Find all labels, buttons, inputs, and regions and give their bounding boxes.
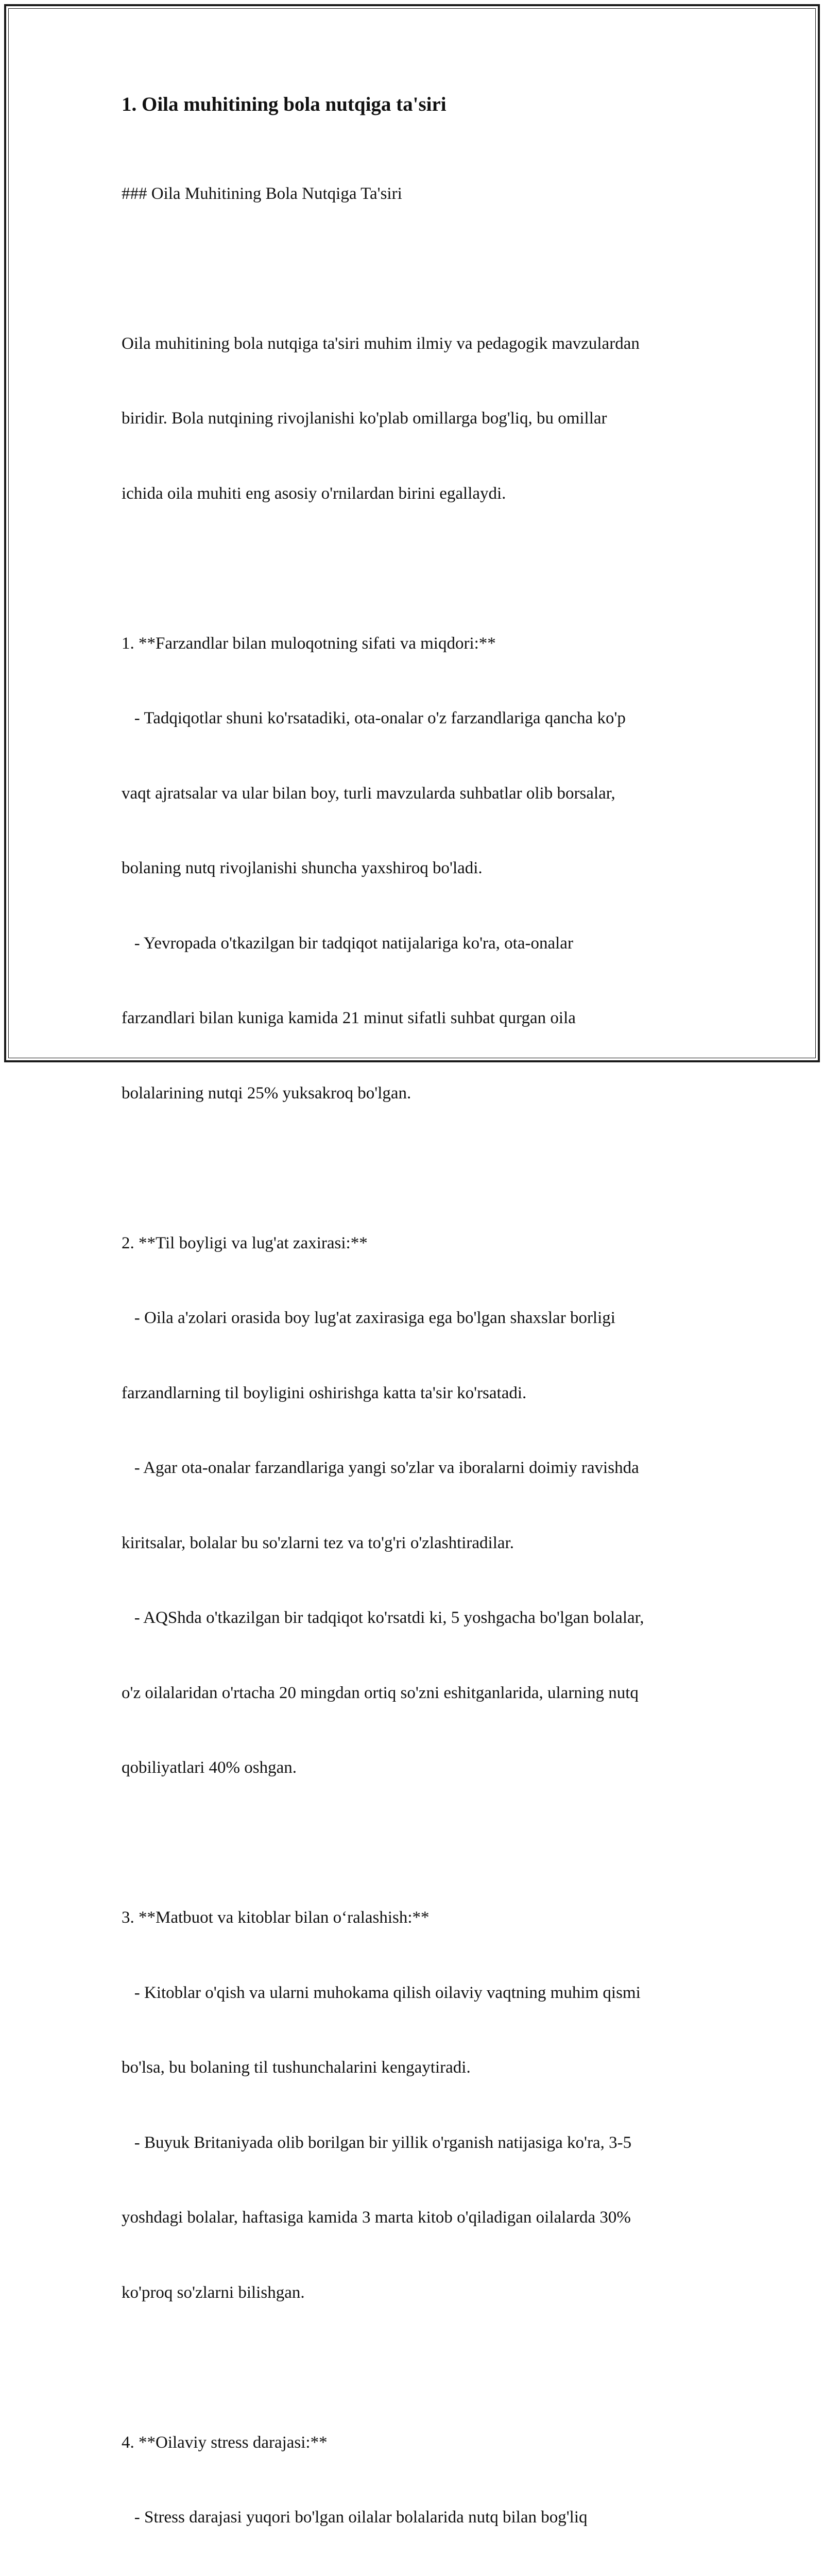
- text-line: bo'lsa, bu bolaning til tushunchalarini kengaytiradi.: [122, 2058, 471, 2077]
- page-title: 1. Oila muhitining bola nutqiga ta'siri: [122, 93, 447, 115]
- text-line: 1. **Farzandlar bilan muloqotning sifati va miqdori:**: [122, 634, 496, 653]
- document-body: [122, 131, 719, 2576]
- text-line: yoshdagi bolalar, haftasiga kamida 3 marta kitob o'qiladigan oilalarda 30%: [122, 2208, 631, 2227]
- text-line: - Oila a'zolari orasida boy lug'at zaxirasiga ega bo'lgan shaxslar borligi: [122, 1309, 615, 1328]
- text-line: [122, 1831, 719, 1856]
- text-line: farzandlarning til boyligini oshirishga katta ta'sir ko'rsatadi.: [122, 1383, 527, 1402]
- text-line: ### Oila Muhitining Bola Nutqiga Ta'siri: [122, 184, 402, 203]
- text-line: Oila muhitining bola nutqiga ta'siri muhim ilmiy va pedagogik mavzulardan: [122, 334, 640, 353]
- text-line: 2. **Til boyligi va lug'at zaxirasi:**: [122, 1233, 368, 1252]
- text-line: - Kitoblar o'qish va ularni muhokama qilish oilaviy vaqtning muhim qismi: [122, 1983, 641, 2002]
- text-line: 4. **Oilaviy stress darajasi:**: [122, 2433, 328, 2452]
- text-line: [122, 2355, 719, 2380]
- text-line: qobiliyatlari 40% oshgan.: [122, 1758, 297, 1777]
- text-line: farzandlari bilan kuniga kamida 21 minut sifatli suhbat qurgan oila: [122, 1009, 576, 1028]
- text-line: - Agar ota-onalar farzandlariga yangi so'zlar va iboralarni doimiy ravishda: [122, 1459, 639, 1478]
- text-line: kiritsalar, bolalar bu so'zlarni tez va to'g'ri o'zlashtiradilar.: [122, 1533, 514, 1552]
- text-line: [122, 556, 719, 581]
- text-line: ichida oila muhiti eng asosiy o'rnilardan birini egallaydi.: [122, 484, 506, 503]
- text-line: biridir. Bola nutqining rivojlanishi ko'plab omillarga bog'liq, bu omillar: [122, 409, 607, 428]
- text-line: ko'proq so'zlarni bilishgan.: [122, 2283, 305, 2302]
- text-line: 3. **Matbuot va kitoblar bilan o‘ralashish:**: [122, 1908, 430, 1927]
- text-line: - AQShda o'tkazilgan bir tadqiqot ko'rsatdi ki, 5 yoshgacha bo'lgan bolalar,: [122, 1608, 644, 1628]
- text-line: - Buyuk Britaniyada olib borilgan bir yillik o'rganish natijasiga ko'ra, 3-5: [122, 2133, 632, 2152]
- text-line: o'z oilalaridan o'rtacha 20 mingdan ortiq so'zni eshitganlarida, ularning nutq: [122, 1683, 639, 1702]
- text-line: vaqt ajratsalar va ular bilan boy, turli mavzularda suhbatlar olib borsalar,: [122, 784, 615, 803]
- text-line: - Stress darajasi yuqori bo'lgan oilalar bolalarida nutq bilan bog'liq: [122, 2508, 588, 2527]
- text-line: [122, 1156, 719, 1181]
- text-line: [122, 256, 719, 281]
- text-line: - Yevropada o'tkazilgan bir tadqiqot natijalariga ko'ra, ota-onalar: [122, 934, 573, 953]
- document-content: [122, 93, 719, 2576]
- text-line: - Tadqiqotlar shuni ko'rsatadiki, ota-onalar o'z farzandlariga qancha ko'p: [122, 709, 626, 728]
- text-line: bolaning nutq rivojlanishi shuncha yaxshiroq bo'ladi.: [122, 859, 483, 878]
- text-line: bolalarining nutqi 25% yuksakroq bo'lgan.: [122, 1083, 411, 1103]
